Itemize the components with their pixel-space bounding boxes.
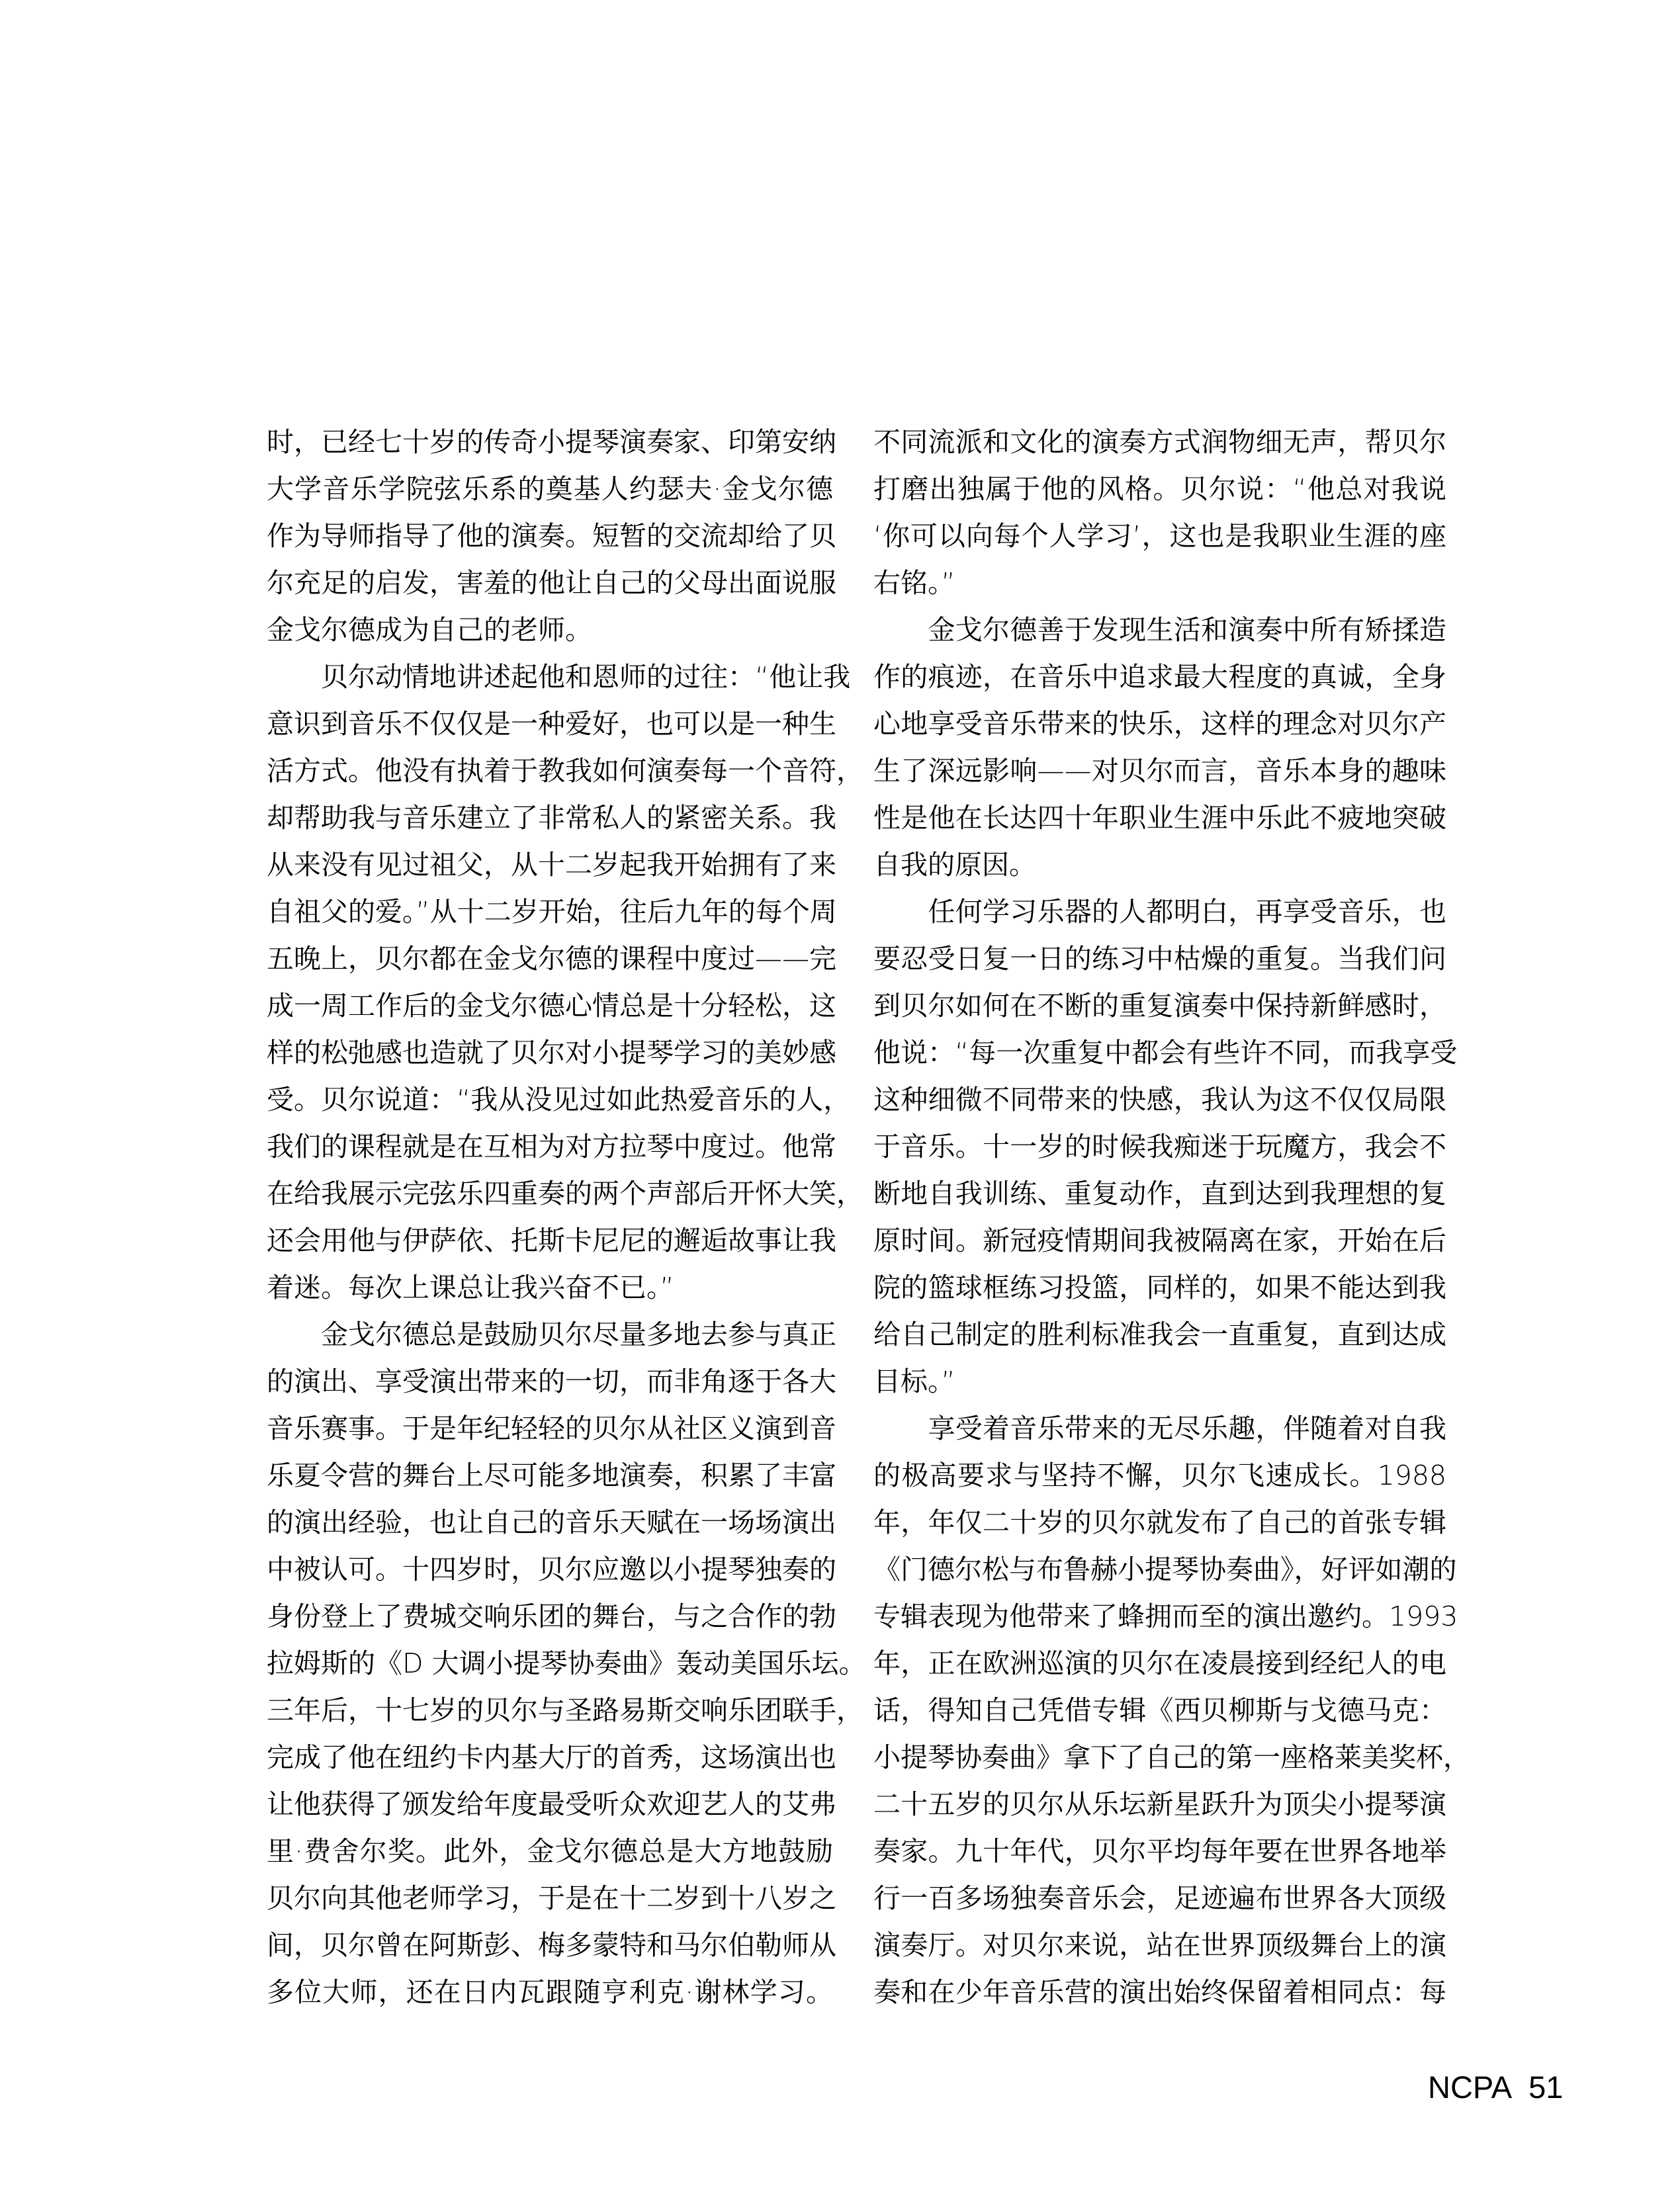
text-line: 尔充足的启发，害羞的他让自己的父母出面说服 (267, 567, 836, 599)
text-line: ‘你可以向每个人学习’，这也是我职业生涯的座 (873, 520, 1446, 552)
text-line: 演奏厅。对贝尔来说，站在世界顶级舞台上的演 (873, 1929, 1446, 1961)
text-line: 行一百多场独奏音乐会，足迹遍布世界各大顶级 (873, 1882, 1446, 1914)
text-line: 乐夏令营的舞台上尽可能多地演奏，积累了丰富 (267, 1460, 836, 1491)
text-line: 到贝尔如何在不断的重复演奏中保持新鲜感时， (873, 990, 1446, 1022)
text-line: 作为导师指导了他的演奏。短暂的交流却给了贝 (267, 520, 836, 552)
text-line: 贝尔动情地讲述起他和恩师的过往：“他让我 (267, 661, 851, 693)
text-line: 音乐赛事。于是年纪轻轻的贝尔从社区义演到音 (267, 1413, 836, 1444)
article-column-right (873, 419, 1470, 2016)
text-line: 奏和在少年音乐营的演出始终保留着相同点：每 (873, 1976, 1446, 2008)
text-line: 于音乐。十一岁的时候我痴迷于玩魔方，我会不 (873, 1131, 1446, 1162)
text-line: 样的松弛感也造就了贝尔对小提琴学习的美妙感 (267, 1037, 836, 1069)
text-line: 断地自我训练、重复动作，直到达到我理想的复 (873, 1178, 1446, 1209)
text-line: 金戈尔德善于发现生活和演奏中所有矫揉造 (873, 614, 1446, 646)
text-line: 完成了他在纽约卡内基大厅的首秀，这场演出也 (267, 1741, 836, 1773)
text-line: 意识到音乐不仅仅是一种爱好，也可以是一种生 (267, 708, 836, 740)
text-line: 目标。” (873, 1366, 955, 1397)
text-line: 自我的原因。 (873, 849, 1036, 881)
text-line: 生了深远影响——对贝尔而言，音乐本身的趣味 (873, 755, 1446, 787)
text-line: 心地享受音乐带来的快乐，这样的理念对贝尔产 (873, 708, 1446, 740)
text-line: 专辑表现为他带来了蜂拥而至的演出邀约。1993 (873, 1600, 1458, 1632)
text-line: 里·费舍尔奖。此外，金戈尔德总是大方地鼓励 (267, 1835, 833, 1867)
text-line: 小提琴协奏曲》拿下了自己的第一座格莱美奖杯， (873, 1741, 1470, 1773)
text-line: 活方式。他没有执着于教我如何演奏每一个音符， (267, 755, 863, 787)
text-line: 受。贝尔说道：“我从没见过如此热爱音乐的人， (267, 1084, 851, 1116)
footer-brand: NCPA (1428, 2070, 1513, 2105)
text-line: 原时间。新冠疫情期间我被隔离在家，开始在后 (873, 1225, 1446, 1256)
text-line: 成一周工作后的金戈尔德心情总是十分轻松，这 (267, 990, 836, 1022)
text-line: 自祖父的爱。”从十二岁开始，往后九年的每个周 (267, 896, 837, 928)
text-line: 拉姆斯的《D 大调小提琴协奏曲》轰动美国乐坛。 (267, 1647, 866, 1679)
text-line: 任何学习乐器的人都明白，再享受音乐，也 (873, 896, 1446, 928)
text-line: 让他获得了颁发给年度最受听众欢迎艺人的艾弗 (267, 1788, 836, 1820)
text-line: 这种细微不同带来的快感，我认为这不仅仅局限 (873, 1084, 1446, 1116)
text-line: 时，已经七十岁的传奇小提琴演奏家、印第安纳 (267, 426, 836, 458)
page-number: 51 (1528, 2070, 1564, 2105)
article-column-left (267, 419, 866, 2016)
text-line: 打磨出独属于他的风格。贝尔说：“他总对我说 (873, 473, 1446, 505)
text-line: 身份登上了费城交响乐团的舞台，与之合作的勃 (267, 1600, 836, 1632)
text-line: 的极高要求与坚持不懈，贝尔飞速成长。1988 (873, 1460, 1446, 1491)
text-line: 五晚上，贝尔都在金戈尔德的课程中度过——完 (267, 943, 836, 975)
text-line: 年，正在欧洲巡演的贝尔在凌晨接到经纪人的电 (873, 1647, 1446, 1679)
text-line: 给自己制定的胜利标准我会一直重复，直到达成 (873, 1319, 1446, 1350)
text-line: 二十五岁的贝尔从乐坛新星跃升为顶尖小提琴演 (873, 1788, 1446, 1820)
text-line: 着迷。每次上课总让我兴奋不已。” (267, 1272, 674, 1303)
text-line: 我们的课程就是在互相为对方拉琴中度过。他常 (267, 1131, 836, 1162)
text-line: 奏家。九十年代，贝尔平均每年要在世界各地举 (873, 1835, 1446, 1867)
text-line: 贝尔向其他老师学习，于是在十二岁到十八岁之 (267, 1882, 836, 1914)
text-line: 享受着音乐带来的无尽乐趣，伴随着对自我 (873, 1413, 1446, 1444)
text-line: 作的痕迹，在音乐中追求最大程度的真诚，全身 (873, 661, 1446, 693)
text-line: 要忍受日复一日的练习中枯燥的重复。当我们问 (873, 943, 1446, 975)
text-line: 院的篮球框练习投篮，同样的，如果不能达到我 (873, 1272, 1446, 1303)
text-line: 还会用他与伊萨依、托斯卡尼尼的邂逅故事让我 (267, 1225, 836, 1256)
text-line: 话，得知自己凭借专辑《西贝柳斯与戈德马克： (873, 1694, 1446, 1726)
text-line: 中被认可。十四岁时，贝尔应邀以小提琴独奏的 (267, 1553, 836, 1585)
text-line: 从来没有见过祖父，从十二岁起我开始拥有了来 (267, 849, 836, 881)
page-footer (1428, 2070, 1563, 2105)
text-line: 右铭。” (873, 567, 955, 599)
text-line: 的演出、享受演出带来的一切，而非角逐于各大 (267, 1366, 836, 1397)
text-line: 间，贝尔曾在阿斯彭、梅多蒙特和马尔伯勒师从 (267, 1929, 836, 1961)
text-line: 多位大师，还在日内瓦跟随亨利克·谢林学习。 (267, 1976, 833, 2008)
text-line: 大学音乐学院弦乐系的奠基人约瑟夫·金戈尔德 (267, 473, 833, 505)
text-line: 性是他在长达四十年职业生涯中乐此不疲地突破 (873, 802, 1446, 834)
text-line: 《门德尔松与布鲁赫小提琴协奏曲》，好评如潮的 (873, 1553, 1457, 1585)
text-line: 金戈尔德成为自己的老师。 (267, 614, 592, 646)
text-line: 三年后，十七岁的贝尔与圣路易斯交响乐团联手， (267, 1694, 863, 1726)
text-line: 却帮助我与音乐建立了非常私人的紧密关系。我 (267, 802, 836, 834)
text-line: 金戈尔德总是鼓励贝尔尽量多地去参与真正 (267, 1319, 836, 1350)
text-line: 不同流派和文化的演奏方式润物细无声，帮贝尔 (873, 426, 1446, 458)
text-line: 他说：“每一次重复中都会有些许不同，而我享受 (873, 1037, 1458, 1069)
text-line: 的演出经验，也让自己的音乐天赋在一场场演出 (267, 1507, 836, 1538)
text-line: 年，年仅二十岁的贝尔就发布了自己的首张专辑 (873, 1507, 1446, 1538)
text-line: 在给我展示完弦乐四重奏的两个声部后开怀大笑， (267, 1178, 863, 1209)
